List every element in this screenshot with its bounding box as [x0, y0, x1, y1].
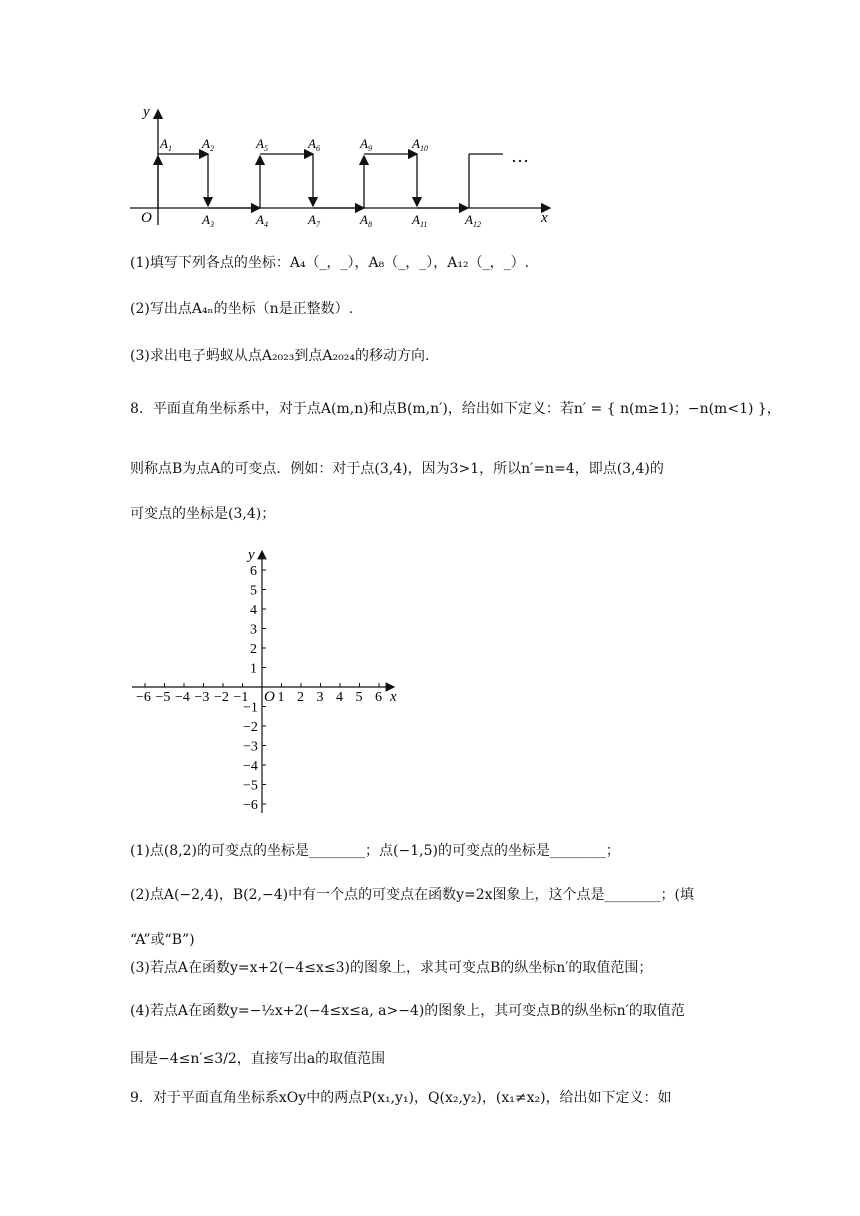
q8-part4-line2: 围是−4≤n′≤3/2，直接写出a的取值范围	[130, 1051, 386, 1067]
y-tick-label: 2	[250, 642, 257, 657]
q9-intro: 9．对于平面直角坐标系xOy中的两点P(x₁,y₁)，Q(x₂,y₂)，(x₁≠x₂)，给出如下定义：如	[130, 1090, 672, 1106]
q8-part2-line1: (2)点A(−2,4)，B(2,−4)中有一个点的可变点在函数y=2x图象上，这个点是________；(填	[130, 887, 694, 903]
point-label: $A_{10}$	[412, 136, 428, 153]
point-label: $A_7$	[308, 212, 320, 229]
x-tick-label: 4	[336, 690, 343, 705]
q8-part3: (3)若点A在函数y=x+2(−4≤x≤3)的图象上，求其可变点B的纵坐标n′的取值范围；	[130, 960, 653, 976]
y-tick-label: 4	[250, 603, 257, 618]
ant-path-figure	[125, 100, 565, 230]
y-tick-label: −4	[243, 759, 258, 774]
point-label: $A_3$	[202, 212, 214, 229]
y-tick-label: 6	[250, 564, 257, 579]
x-tick-label: −6	[136, 690, 151, 705]
y-tick-label: 3	[250, 622, 257, 638]
point-label: $A_4$	[256, 212, 268, 229]
q8-intro-line3: 可变点的坐标是(3,4)；	[130, 506, 276, 522]
point-label: $A_9$	[360, 136, 372, 153]
q8-part2-line2: “A”或“B”)	[130, 932, 195, 948]
x-tick-label: 5	[355, 690, 363, 705]
q8-intro-line2: 则称点B为点A的可变点．例如：对于点(3,4)，因为3>1，所以n′=n=4，即点(3,4)的	[130, 461, 664, 477]
grid-axis-x-label: x	[390, 689, 397, 705]
ellipsis: …	[511, 146, 529, 166]
point-label: $A_5$	[256, 136, 268, 153]
q7-part1: (1)填写下列各点的坐标：A₄（_，_），A₈（_，_），A₁₂（_，_）.	[130, 255, 530, 271]
q8-intro-line1: 8．平面直角坐标系中，对于点A(m,n)和点B(m,n′)，给出如下定义：若n′ = { n(m≥1)；−n(m<1) }，	[130, 401, 781, 417]
y-tick-label: −5	[243, 778, 258, 794]
x-tick-label: −5	[155, 690, 171, 705]
point-label: $A_{11}$	[412, 212, 428, 229]
x-tick-label: 1	[277, 690, 285, 705]
point-label: $A_1$	[160, 136, 172, 153]
y-tick-label: −2	[243, 720, 258, 735]
x-tick-label: −3	[194, 690, 210, 705]
x-tick-label: −4	[175, 690, 190, 705]
q8-part1: (1)点(8,2)的可变点的坐标是________；点(−1,5)的可变点的坐标是________；	[130, 843, 620, 859]
x-tick-label: 2	[297, 690, 304, 705]
x-tick-label: −1	[233, 690, 249, 705]
grid-origin-label: O	[264, 689, 275, 705]
axis-y-label: y	[143, 104, 150, 120]
coordinate-grid-figure	[128, 545, 408, 820]
q7-part2: (2)写出点A₄ₙ的坐标（n是正整数）.	[130, 301, 354, 317]
x-tick-label: 3	[316, 690, 324, 705]
origin-label: O	[141, 210, 152, 226]
q7-part3: (3)求出电子蚂蚁从点A₂₀₂₃到点A₂₀₂₄的移动方向.	[130, 348, 430, 364]
x-tick-label: −2	[214, 690, 229, 705]
y-tick-label: 1	[250, 661, 257, 677]
point-label: $A_8$	[360, 212, 372, 229]
y-tick-label: −6	[243, 798, 258, 813]
point-label: $A_6$	[308, 136, 320, 153]
grid-axis-y-label: y	[248, 547, 255, 563]
axis-x-label: x	[541, 210, 548, 226]
y-tick-label: −3	[243, 739, 258, 755]
x-tick-label: 6	[375, 690, 382, 705]
point-label: $A_2$	[202, 136, 214, 153]
q8-part4-line1: (4)若点A在函数y=−½x+2(−4≤x≤a, a>−4)的图象上，其可变点B的纵坐标n′的取值范	[130, 1003, 685, 1019]
y-tick-label: 5	[250, 583, 257, 599]
y-tick-label: −1	[243, 700, 258, 716]
point-label: $A_{12}$	[465, 212, 481, 229]
